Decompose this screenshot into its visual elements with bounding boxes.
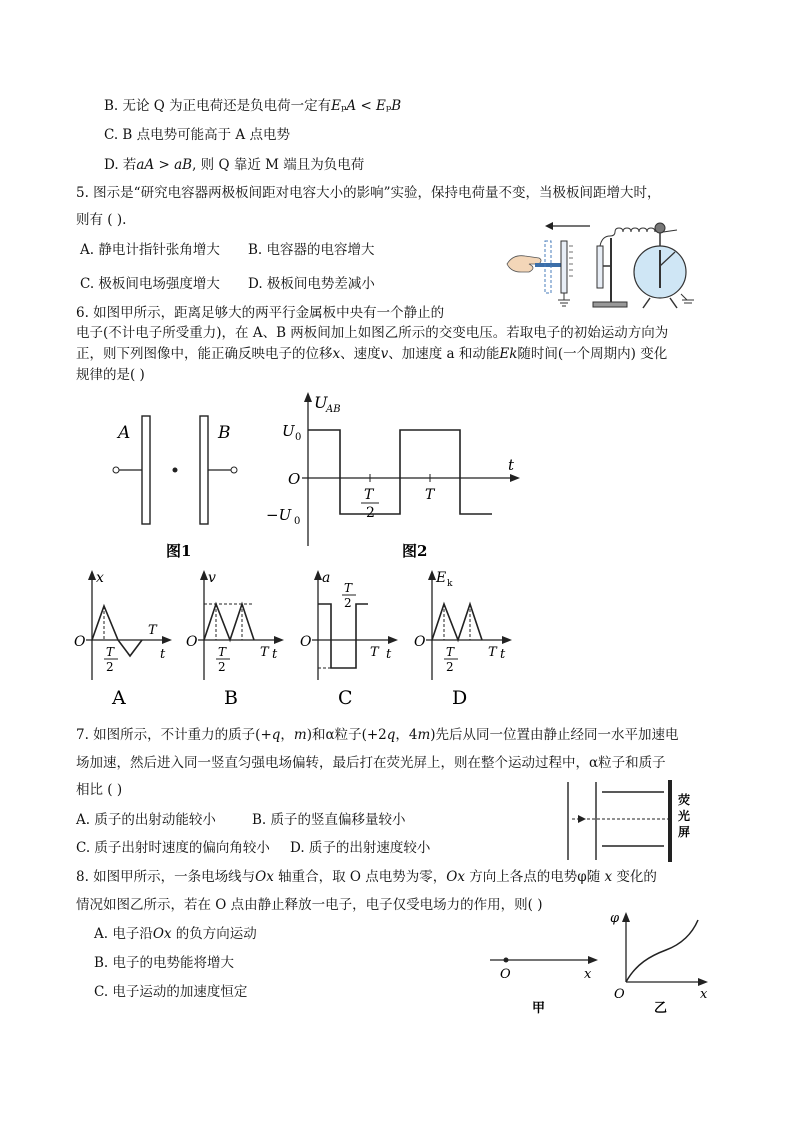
- graph-half-num: T: [446, 645, 455, 659]
- graph-axis-label: x: [96, 570, 104, 586]
- q6-stem-line2: 电子(不计电子所受重力)，在 A、B 两板间加上如图乙所示的交变电压。若取电子的初始运动方向为: [76, 325, 669, 341]
- graph-option-d: [412, 562, 512, 712]
- graph-option-label: D: [452, 687, 468, 709]
- x-axis-arrow: [502, 636, 512, 644]
- x-axis-arrow: [274, 636, 284, 644]
- q8-option-c: C. 电子运动的加速度恒定: [94, 984, 248, 1000]
- graph-curve: [92, 606, 142, 656]
- graph-time-label: t: [272, 647, 278, 662]
- neg-u0-label: −U: [266, 506, 292, 524]
- q6-stem-line3: 正，则下列图像中，能正确反映电子的位移𝑥、速度𝑣、加速度 a 和动能𝐸𝑘随时间(一个周期内) 变化: [76, 346, 668, 362]
- graph-curve: [204, 604, 254, 640]
- graph-axis-label: E: [436, 570, 447, 586]
- graph-origin-label: O: [74, 634, 86, 650]
- q6-stem-line1: 6. 如图甲所示，距离足够大的两平行金属板中央有一个静止的: [76, 305, 445, 321]
- graph-period-label: T: [488, 645, 497, 660]
- graph-half-num: T: [344, 581, 353, 595]
- plate-a-label: A: [118, 423, 131, 443]
- plate-b-label: B: [218, 423, 231, 443]
- figure2-caption: 图2: [402, 542, 428, 560]
- graph-curve: [432, 604, 482, 640]
- graph-half-den: 2: [218, 660, 226, 674]
- q8-option-a: A. 电子沿𝑂𝑥 的负方向运动: [94, 926, 257, 942]
- graph-half-num: T: [106, 645, 115, 659]
- q6-figure1-plates: [100, 400, 260, 560]
- q5-option-d: D. 极板间电势差减小: [248, 276, 375, 292]
- u0-label: U: [282, 422, 295, 440]
- screen-label-2: 光: [678, 809, 691, 823]
- x-axis-arrow: [162, 636, 172, 644]
- period-label: T: [425, 487, 435, 503]
- graph-origin-label: O: [414, 634, 426, 650]
- time-axis-label: t: [508, 456, 515, 474]
- q5-option-c: C. 极板间电场强度增大: [80, 276, 220, 292]
- q7-option-d: D. 质子的出射速度较小: [290, 840, 431, 856]
- neg-u0-sub: 0: [294, 516, 301, 527]
- graph-period-label: T: [370, 645, 379, 660]
- q8-option-b: B. 电子的电势能将增大: [94, 955, 235, 971]
- q8-figure-yi: [606, 908, 716, 1020]
- jia-caption: 甲: [532, 1001, 546, 1016]
- q5-stem-line2: 则有 ( ).: [76, 212, 127, 228]
- jia-origin-label: O: [500, 967, 511, 982]
- yi-caption: 乙: [654, 1001, 668, 1016]
- graph-time-label: t: [160, 647, 166, 662]
- q4-option-c: C. B 点电势可能高于 A 点电势: [104, 127, 290, 143]
- yi-phi-label: φ: [610, 911, 620, 926]
- graph-axis-label: a: [322, 570, 331, 586]
- q7-option-b: B. 质子的竖直偏移量较小: [252, 812, 406, 828]
- q6-answer-graphs: [72, 562, 512, 712]
- graph-half-den: 2: [106, 660, 114, 674]
- graph-option-c: [298, 562, 398, 712]
- q7-stem-line3: 相比 ( ): [76, 782, 123, 798]
- q4-option-b: B. 无论 Q 为正电荷还是负电荷一定有𝐸ₚ𝐴 < 𝐸ₚ𝐵: [104, 98, 402, 114]
- graph-period-label: T: [148, 623, 157, 638]
- graph-half-den: 2: [446, 660, 454, 674]
- origin-label: O: [288, 470, 301, 488]
- y-axis-arrow: [314, 570, 322, 580]
- q5-option-a: A. 静电计指针张角增大: [80, 242, 220, 258]
- graph-curve: [318, 604, 368, 668]
- graph-origin-label: O: [186, 634, 198, 650]
- graph-option-a: [72, 562, 172, 712]
- q8-stem-line2: 情况如图乙所示，若在 O 点由静止释放一电子，电子仅受电场力的作用，则( ): [76, 897, 543, 913]
- graph-half-num: T: [218, 645, 227, 659]
- capacitor-experiment-figure: [505, 216, 705, 312]
- q5-option-b: B. 电容器的电容增大: [248, 242, 375, 258]
- graph-axis-sub: k: [447, 579, 453, 589]
- graph-option-b: [184, 562, 284, 712]
- q7-deflection-figure: [560, 778, 710, 864]
- y-axis-arrow: [428, 570, 436, 580]
- half-period-den: 2: [366, 505, 375, 521]
- q8-figure-jia: [486, 940, 606, 1020]
- graph-axis-label: v: [208, 570, 216, 586]
- graph-option-label: A: [112, 687, 126, 709]
- yi-x-label: x: [700, 987, 708, 1002]
- q8-stem-line1: 8. 如图甲所示，一条电场线与𝑂𝑥 轴重合，取 O 点电势为零，𝑂𝑥 方向上各点的电势φ随 𝑥 变化的: [76, 869, 657, 885]
- voltage-axis-label: U: [314, 393, 328, 412]
- voltage-axis-sub: AB: [326, 404, 341, 415]
- graph-option-label: C: [338, 687, 353, 709]
- jia-x-label: x: [584, 967, 592, 982]
- figure1-caption: 图1: [166, 542, 192, 560]
- yi-origin-label: O: [614, 987, 625, 1002]
- q7-option-c: C. 质子出射时速度的偏向角较小: [76, 840, 270, 856]
- half-period-num: T: [364, 487, 374, 503]
- q7-stem-line2: 场加速，然后进入同一竖直匀强电场偏转，最后打在荧光屏上，则在整个运动过程中，α粒子和质子: [76, 755, 666, 771]
- x-axis-arrow: [388, 636, 398, 644]
- y-axis-arrow: [88, 570, 96, 580]
- q6-figure2-voltage: [262, 386, 524, 562]
- graph-period-label: T: [260, 645, 269, 660]
- graph-half-den: 2: [344, 596, 352, 610]
- q6-stem-line4: 规律的是( ): [76, 367, 145, 383]
- graph-time-label: t: [500, 647, 506, 662]
- graph-origin-label: O: [300, 634, 312, 650]
- q7-stem-line1: 7. 如图所示，不计重力的质子(+𝑞，𝑚)和α粒子(+2𝑞，4𝑚)先后从同一位置由静止经同一水平加速电: [76, 727, 679, 743]
- screen-label-3: 屏: [678, 825, 691, 839]
- y-axis-arrow: [200, 570, 208, 580]
- graph-option-label: B: [224, 687, 238, 709]
- q5-stem-line1: 5. 图示是“研究电容器两极板间距对电容大小的影响”实验，保持电荷量不变，当极板间距增大时，: [76, 185, 661, 201]
- graph-time-label: t: [386, 647, 392, 662]
- u0-sub: 0: [295, 432, 302, 443]
- screen-label-1: 荧: [678, 793, 691, 807]
- q7-option-a: A. 质子的出射动能较小: [76, 812, 216, 828]
- q4-option-d: D. 若𝑎𝐴 > 𝑎𝐵, 则 Q 靠近 M 端且为负电荷: [104, 157, 365, 173]
